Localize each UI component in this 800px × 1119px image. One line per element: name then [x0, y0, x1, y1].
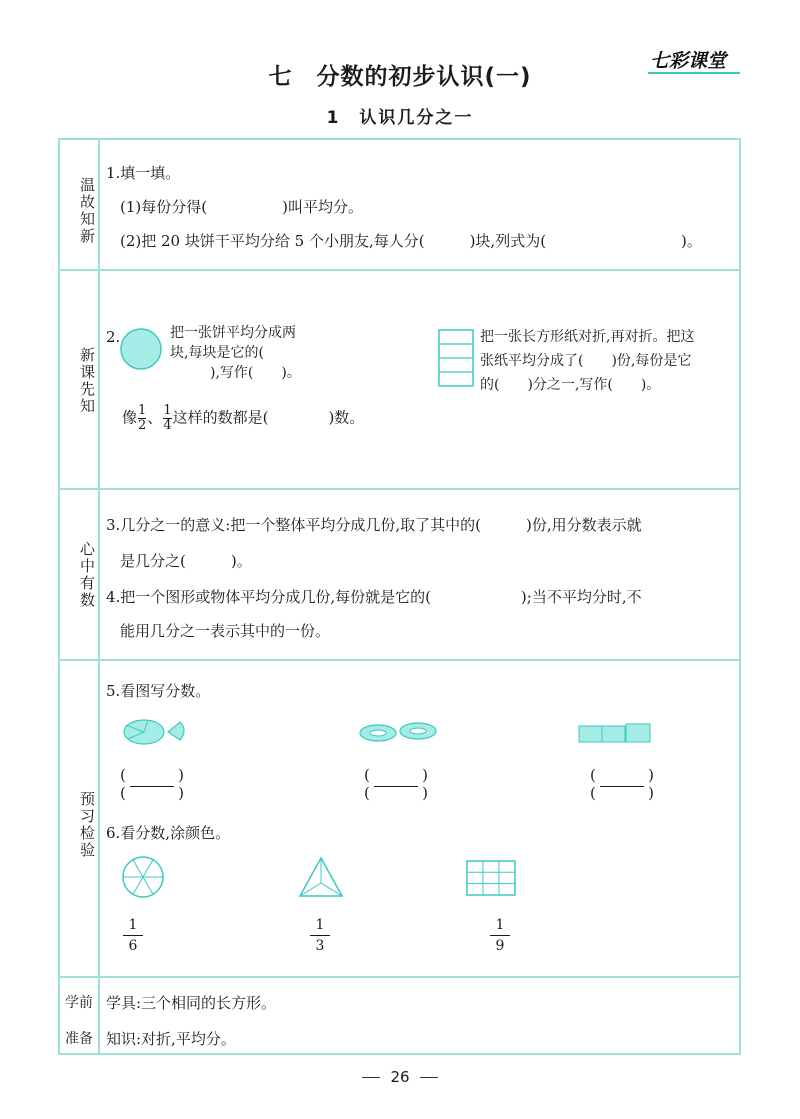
section-label-new: 新课先知	[78, 347, 96, 415]
q2-right-line2: 张纸平均分成了( )份,每份是它	[480, 353, 692, 369]
section-label-prep-bottom: 准备	[65, 1031, 93, 1047]
q2-left-line2: 块,每块是它的(	[170, 345, 292, 361]
q3-line2: 是几分之( )。	[120, 552, 252, 570]
prep-line-tools: 学具:三个相同的长方形。	[106, 994, 277, 1012]
fraction-one-third: 1 3	[310, 916, 330, 955]
fraction-one-sixth: 1 6	[123, 916, 143, 955]
q2-left-line1: 把一张饼平均分成两	[170, 325, 296, 341]
answer-fraction-1[interactable]: ( ) ( )	[120, 766, 184, 802]
prep-line-knowledge: 知识:对折,平均分。	[106, 1030, 236, 1048]
q2-separator: 、	[147, 408, 163, 427]
chapter-title: 七 分数的初步认识(一)	[268, 64, 532, 90]
q2-right-line1: 把一张长方形纸对折,再对折。把这	[480, 329, 695, 345]
grid-ninths-figure[interactable]	[466, 860, 516, 896]
q5-title: 5.看图写分数。	[106, 682, 211, 700]
page-number: 26	[0, 1068, 800, 1086]
blocks-figure	[578, 720, 652, 746]
q6-title: 6.看分数,涂颜色。	[106, 824, 231, 842]
answer-fraction-3[interactable]: ( ) ( )	[590, 766, 654, 802]
q2-like: 像	[122, 408, 138, 427]
triangle-thirds-figure[interactable]	[298, 856, 344, 898]
q2-right-line3: 的( )分之一,写作( )。	[480, 377, 661, 393]
pie-pieces-figure	[120, 712, 190, 748]
q2-number: 2.	[106, 328, 121, 346]
rectangle-diagram	[438, 329, 474, 387]
two-plates-figure	[358, 718, 440, 748]
q1-part-b: (2)把 20 块饼干平均分给 5 个小朋友,每人分( )块,列式为( )。	[120, 232, 702, 250]
q4-line1: 4.把一个图形或物体平均分成几份,每份就是它的( );当不平均分时,不	[106, 588, 642, 606]
fraction-one-ninth: 1 9	[490, 916, 510, 955]
fraction-quarter: $\frac{1}{4}$	[163, 403, 172, 433]
q1-title: 1.填一填。	[106, 164, 181, 182]
section-label-prep-top: 学前	[65, 995, 93, 1011]
brand-logo: 七彩课堂	[650, 50, 727, 72]
circle-sixths-figure[interactable]	[120, 854, 166, 900]
column-divider	[98, 140, 100, 1053]
worksheet-frame	[58, 138, 741, 1055]
q4-line2: 能用几分之一表示其中的一份。	[120, 622, 331, 640]
section-label-review: 温故知新	[78, 177, 96, 245]
q1-part-a: (1)每份分得( )叫平均分。	[120, 198, 363, 216]
section-divider	[60, 269, 739, 271]
section-divider	[60, 488, 739, 490]
lesson-title: 1 认识几分之一	[326, 108, 474, 128]
section-divider	[60, 976, 739, 978]
answer-fraction-2[interactable]: ( ) ( )	[364, 766, 428, 802]
q3-line1: 3.几分之一的意义:把一个整体平均分成几份,取了其中的( )份,用分数表示就	[106, 516, 642, 534]
q2-left-line3: ),写作( )。	[210, 365, 301, 381]
circle-diagram	[118, 326, 164, 372]
section-divider	[60, 659, 739, 661]
fraction-half: $\frac{1}{2}$	[138, 403, 147, 433]
q2-summary	[122, 404, 364, 433]
section-label-mind: 心中有数	[78, 541, 96, 609]
section-label-preview: 预习检验	[78, 791, 96, 859]
q2-summary-rest: 这样的数都是( )数。	[172, 408, 365, 427]
